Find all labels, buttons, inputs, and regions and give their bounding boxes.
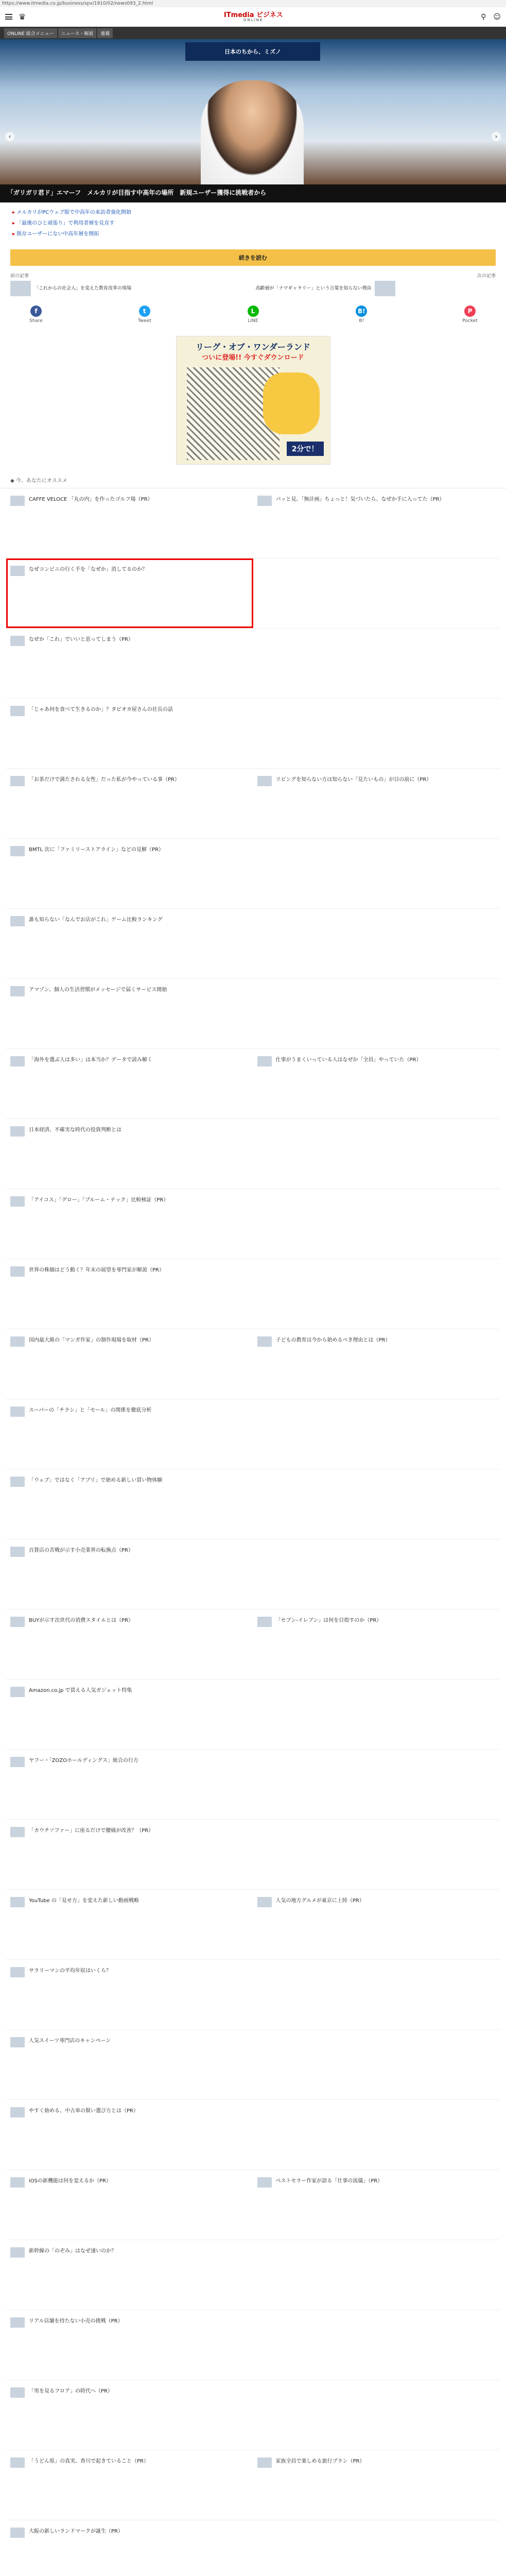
recommend-section-title: ◆ 今、あなたにオススメ	[0, 472, 506, 488]
recommend-item[interactable]: サラリーマンの平均年収はいくら？	[6, 1960, 253, 2029]
recommend-item[interactable]: 誰も知らない「なんでお店がこれ」ゲーム比較ランキング	[6, 909, 253, 978]
thumbnail-image	[10, 1967, 25, 1977]
feed-row	[6, 1680, 500, 1750]
thumbnail-image	[10, 1897, 25, 1907]
thumbnail-image	[257, 496, 272, 506]
ad-character	[263, 372, 320, 434]
recommend-item[interactable]: 国内最大級の「マンガ作家」の制作現場を取材（PR）	[6, 1329, 253, 1399]
recommend-item[interactable]: 「アイコス」「グロー」「プルーム・テック」比較検証（PR）	[6, 1189, 253, 1259]
feed-row	[6, 488, 500, 558]
read-more-button[interactable]: 続きを読む	[10, 249, 496, 266]
recommend-item[interactable]: やすく始める、中古車の賢い選び方とは（PR）	[6, 2100, 253, 2170]
next-label: 次の記事	[477, 273, 496, 279]
feed-row	[6, 1189, 500, 1259]
thumbnail-image	[10, 776, 25, 786]
recommend-item	[253, 629, 500, 698]
recommend-item[interactable]: 新幹線の「のぞみ」はなぜ速いのか？	[6, 2240, 253, 2310]
thumbnail-image	[10, 496, 25, 506]
thumbnail-image	[10, 1056, 25, 1066]
share-icon: B!	[356, 306, 367, 317]
prev-article-card[interactable]: 「これからの社会人」を変えた教育改革の現場	[10, 281, 251, 296]
ad-banner[interactable]: リーグ・オブ・ワンダーランド ついに登場!! 今すぐダウンロード 2分で！	[176, 336, 330, 465]
share-bar	[0, 296, 506, 329]
recommend-item[interactable]: リアル店舗を持たない小売の挑戦（PR）	[6, 2310, 253, 2380]
recommend-item[interactable]: 「カウチソファー」に座るだけで腰痛が改善？（PR）	[6, 1820, 253, 1889]
feed-row	[6, 1539, 500, 1609]
thumbnail-image	[257, 776, 272, 786]
thumbnail-image	[10, 1617, 25, 1627]
recommend-item[interactable]: 人気スイーツ専門店のキャンペーン	[6, 2030, 253, 2099]
bullet-item[interactable]: ▸ 既存ユーザーにない中高年層を開拓	[12, 229, 494, 237]
recommend-item	[253, 2030, 500, 2099]
recommend-item	[253, 1960, 500, 2029]
recommend-item[interactable]: BMTL 次に「ファミリーストアライン」などの見解（PR）	[6, 839, 253, 908]
recommend-item[interactable]: スーパーの「チラシ」と「セール」の関係を徹底分析	[6, 1399, 253, 1469]
top-bar	[0, 7, 506, 27]
recommend-item[interactable]: 大阪の新しいランドマークが誕生（PR）	[6, 2520, 253, 2576]
thumbnail-image	[10, 1266, 25, 1277]
recommend-item	[253, 2520, 500, 2576]
thumbnail-image	[10, 1477, 25, 1487]
recommend-item[interactable]: 「お茶だけで満たされる女性」だった私が今やっている事（PR）	[6, 769, 253, 838]
thumbnail-image	[257, 2458, 272, 2468]
thumbnail-image	[10, 281, 31, 296]
thumbnail-image	[10, 846, 25, 856]
feed-row	[6, 2030, 500, 2100]
recommend-item	[253, 1820, 500, 1889]
recommend-item[interactable]: 仕事がうまくいっている人はなぜか「全員」やっていた（PR）	[253, 1049, 500, 1118]
feed-row	[6, 629, 500, 699]
recommend-item[interactable]: なぜコンビニの行く手を「なぜか」消してるのか？	[6, 558, 253, 628]
recommend-item[interactable]: アマゾン、個人の生活習慣がメッセージで届くサービス開始	[6, 979, 253, 1048]
thumbnail-image	[10, 1196, 25, 1207]
recommend-item[interactable]: リビングを知らない方は知らない「見たいもの」が目の前に（PR）	[253, 769, 500, 838]
share-button[interactable]: t Tweet	[129, 306, 160, 324]
recommend-item	[253, 2380, 500, 2450]
recommend-item[interactable]: 子どもの教育は今から始めるべき理由とは（PR）	[253, 1329, 500, 1399]
thumbnail-image	[10, 916, 25, 926]
recommend-item	[253, 1399, 500, 1469]
feed-row	[6, 769, 500, 839]
thumbnail-image	[10, 566, 25, 576]
share-icon: L	[248, 306, 259, 317]
recommend-item	[253, 1189, 500, 1259]
feed-row	[6, 2450, 500, 2520]
feed-row	[6, 1119, 500, 1189]
feed-row	[6, 2100, 500, 2170]
share-button[interactable]: L LINE	[238, 306, 269, 324]
share-button[interactable]: P Pocket	[455, 306, 485, 324]
thumbnail-image	[10, 2528, 25, 2538]
thumbnail-image	[10, 1827, 25, 1837]
thumbnail-image	[10, 1547, 25, 1557]
feed-row	[6, 2310, 500, 2380]
recommend-item	[253, 1539, 500, 1609]
recommend-item	[253, 558, 500, 628]
recommend-item[interactable]: YouTube の「見せ方」を変えた新しい動画戦略	[6, 1890, 253, 1959]
hero-ad-band[interactable]: 日本のちから、ミズノ	[185, 42, 320, 61]
feed-row	[6, 1820, 500, 1890]
recommend-item	[253, 1119, 500, 1189]
feed-row	[6, 2520, 500, 2576]
share-button[interactable]: f Share	[21, 306, 51, 324]
recommend-item[interactable]: パッと見、「無計画」ちょっと！気づいたら、なぜか手に入ってた（PR）	[253, 488, 500, 558]
recommend-item	[253, 2240, 500, 2310]
recommend-item[interactable]: 「ウェブ」ではなく「アプリ」で始める新しい買い物体験	[6, 1469, 253, 1539]
feed-row	[6, 1469, 500, 1539]
recommend-item	[253, 1259, 500, 1329]
feed-row	[6, 979, 500, 1049]
recommend-item[interactable]: 世界の株価はどう動く？年末の展望を専門家が解説（PR）	[6, 1259, 253, 1329]
thumbnail-image	[257, 1897, 272, 1907]
feed-row	[6, 2380, 500, 2450]
hero-image	[0, 39, 506, 184]
recommend-item[interactable]: Amazon.co.jp で買える人気ガジェット特集	[6, 1680, 253, 1749]
thumbnail-image	[10, 2387, 25, 2398]
recommend-item	[253, 2100, 500, 2170]
bullet-item[interactable]: ▸ 「最後のひと頑張り」で利用者層を見直す	[12, 218, 494, 226]
feed-row	[6, 1890, 500, 1960]
recommend-item[interactable]: 「うどん県」の真実、香川で起きていること（PR）	[6, 2450, 253, 2520]
thumbnail-image	[257, 1056, 272, 1066]
thumbnail-image	[10, 2177, 25, 2188]
recommend-item	[253, 979, 500, 1048]
summary-bullets	[0, 202, 506, 243]
site-logo[interactable]: ITmedia ビジネス ONLINE	[223, 11, 283, 22]
recommend-item	[253, 1750, 500, 1819]
recommend-item	[253, 2310, 500, 2380]
recommend-item[interactable]: なぜか「これ」でいいと思ってしまう（PR）	[6, 629, 253, 698]
feed-row	[6, 839, 500, 909]
thumbnail-image	[375, 281, 395, 296]
thumbnail-image	[10, 2458, 25, 2468]
nav-item[interactable]: ONLINE 総合メニュー	[4, 28, 57, 38]
feed-row	[6, 1259, 500, 1329]
prev-next-articles	[0, 272, 506, 296]
thumbnail-image	[10, 1126, 25, 1137]
url-bar[interactable]: https://www.itmedia.co.jp/business/spv/1910/02/news093_2.html	[0, 0, 506, 7]
share-icon: f	[30, 306, 42, 317]
feed-row	[6, 1329, 500, 1399]
recommend-item[interactable]: 百貨店の苦戦が示す小売業界の転換点（PR）	[6, 1539, 253, 1609]
recommend-feed	[0, 488, 506, 2576]
recommend-item[interactable]: CAFFE VELOCE 「丸の内」を作ったゴルフ場（PR）	[6, 488, 253, 558]
feed-row	[6, 909, 500, 979]
recommend-item	[253, 909, 500, 978]
hero-person-photo	[201, 80, 304, 184]
search-icon[interactable]: ⚲	[481, 12, 486, 21]
feed-row	[6, 1750, 500, 1820]
crown-icon[interactable]: ♛	[19, 12, 26, 22]
feed-row	[6, 558, 500, 629]
next-arrow-icon[interactable]: ›	[492, 132, 501, 141]
recommend-item	[253, 1680, 500, 1749]
menu-icon[interactable]	[5, 14, 12, 20]
bullet-item[interactable]: ▸ メルカリがPCウェブ版で中高年の来訪者強化開始	[12, 208, 494, 215]
recommend-item[interactable]: 日本経済、不確実な時代の投資判断とは	[6, 1119, 253, 1189]
nav-bar	[0, 27, 506, 39]
thumbnail-image	[257, 2177, 272, 2188]
thumbnail-image	[10, 1687, 25, 1697]
recommend-item[interactable]: 「男を見るフロア」の時代へ（PR）	[6, 2380, 253, 2450]
feed-row	[6, 1609, 500, 1680]
recommend-item	[253, 1469, 500, 1539]
feed-row	[6, 1399, 500, 1469]
prev-label: 前の記事	[10, 273, 29, 279]
thumbnail-image	[10, 2037, 25, 2047]
thumbnail-image	[10, 986, 25, 996]
user-icon[interactable]: ☺	[493, 12, 501, 21]
next-article-card[interactable]: 高齢層が「ナマギャラリー」という言葉を知らない理由	[256, 281, 496, 296]
feed-row	[6, 2170, 500, 2240]
share-button[interactable]: B! B!	[346, 306, 377, 324]
article-headline-bar	[0, 184, 506, 202]
feed-row	[6, 2240, 500, 2310]
share-icon: P	[464, 306, 476, 317]
thumbnail-image	[10, 1757, 25, 1767]
recommend-item[interactable]: iOSの新機能は何を変えるか（PR）	[6, 2170, 253, 2240]
thumbnail-image	[10, 636, 25, 646]
nav-item[interactable]: ニュース・解説	[58, 28, 97, 38]
thumbnail-image	[257, 1617, 272, 1627]
thumbnail-image	[10, 2317, 25, 2328]
thumbnail-image	[10, 706, 25, 716]
prev-arrow-icon[interactable]: ‹	[5, 132, 14, 141]
recommend-item	[253, 839, 500, 908]
feed-row	[6, 1960, 500, 2030]
thumbnail-image	[10, 2107, 25, 2117]
recommend-item[interactable]: ヤフー・「ZOZOホールディングス」統合の行方	[6, 1750, 253, 1819]
thumbnail-image	[257, 1336, 272, 1347]
share-icon: t	[139, 306, 150, 317]
feed-row	[6, 1049, 500, 1119]
recommend-item[interactable]: BUYが示す次世代の消費スタイルとは（PR）	[6, 1609, 253, 1679]
recommend-item[interactable]: 「セブン-イレブン」は何を目指すのか（PR）	[253, 1609, 500, 1679]
nav-item[interactable]: 連載	[97, 28, 113, 38]
recommend-item[interactable]: 「海外を選ぶ人は多い」は本当か？データで読み解く	[6, 1049, 253, 1118]
recommend-item[interactable]: 家族全員で楽しめる旅行プラン（PR）	[253, 2450, 500, 2520]
thumbnail-image	[10, 1336, 25, 1347]
recommend-item	[253, 699, 500, 768]
recommend-item[interactable]: 「じゃあ何を食べて生きるのか」？タピオカ屋さんの社長の話	[6, 699, 253, 768]
recommend-item[interactable]: ベストセラー作家が語る「仕事の流儀」（PR）	[253, 2170, 500, 2240]
thumbnail-image	[10, 1406, 25, 1417]
article-title[interactable]: 「ガリガリ君ド」エマーフ メルカリが目指す中高年の場所 新規ユーザー獲得に挑戦者から	[7, 189, 267, 196]
recommend-item[interactable]: 人気の地方グルメが東京に上陸（PR）	[253, 1890, 500, 1959]
thumbnail-image	[10, 2247, 25, 2258]
feed-row	[6, 699, 500, 769]
